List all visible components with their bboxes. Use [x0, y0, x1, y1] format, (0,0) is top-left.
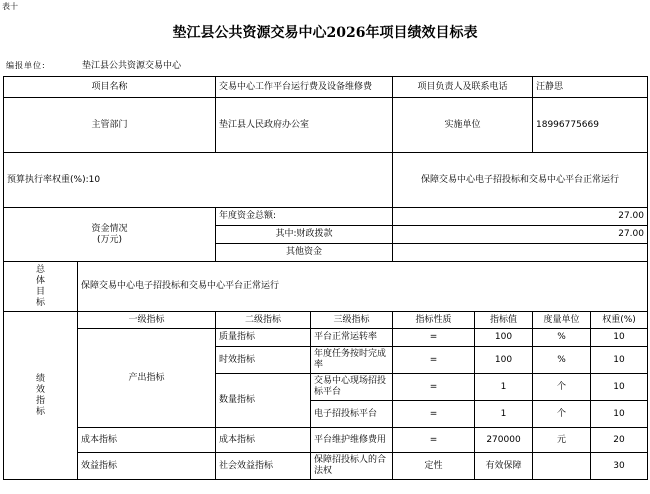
indicator-unit: % — [533, 329, 591, 347]
indicator-weight: 10 — [591, 329, 648, 347]
header-value: 指标值 — [475, 312, 533, 329]
cost-l2-label: 成本指标 — [216, 428, 311, 453]
dept-label: 主管部门 — [4, 98, 216, 153]
perf-label-char: 绩 — [35, 373, 45, 384]
overall-label-char: 总 — [35, 264, 45, 275]
overall-label-char: 标 — [35, 297, 45, 308]
indicator-nature: = — [393, 428, 475, 453]
indicator-value: 1 — [475, 401, 533, 428]
impl-unit-value: 18996775669 — [533, 98, 648, 153]
indicator-weight: 20 — [591, 428, 648, 453]
page-title: 垫江县公共资源交易中心2026年项目绩效目标表 — [172, 25, 478, 41]
indicator-nature: = — [393, 347, 475, 374]
indicator-name: 平台正常运转率 — [311, 329, 393, 347]
dept-value: 垫江县人民政府办公室 — [216, 98, 393, 153]
funds-other-value — [393, 244, 648, 262]
header-level2: 二级指标 — [216, 312, 311, 329]
funds-fiscal-value: 27.00 — [393, 226, 648, 244]
overall-label-char: 体 — [35, 275, 45, 286]
indicator-weight: 10 — [591, 401, 648, 428]
project-name-value: 交易中心工作平台运行费及设备维修费 — [216, 77, 393, 98]
indicator-nature: = — [393, 329, 475, 347]
budget-rate-cell — [4, 153, 393, 208]
funds-total-label: 年度资金总额: — [216, 208, 393, 226]
header-unit: 度量单位 — [533, 312, 591, 329]
quality-label: 质量指标 — [216, 329, 311, 347]
header-nature: 指标性质 — [393, 312, 475, 329]
indicator-value: 100 — [475, 347, 533, 374]
indicator-weight: 10 — [591, 374, 648, 401]
unit-label: 编报单位: — [6, 61, 46, 70]
perf-label-char: 指 — [35, 395, 45, 406]
indicator-unit: 个 — [533, 401, 591, 428]
indicator-unit — [533, 453, 591, 480]
funds-label-line1: 资金情况 — [91, 223, 128, 234]
indicator-nature: 定性 — [393, 453, 475, 480]
funds-other-label: 其他资金 — [216, 244, 393, 262]
funds-fiscal-label: 其中:财政拨款 — [216, 226, 393, 244]
indicator-name: 电子招投标平台 — [311, 401, 393, 428]
indicator-weight: 30 — [591, 453, 648, 480]
header-level1: 一级指标 — [78, 312, 216, 329]
benefit-l2-label: 社会效益指标 — [216, 453, 311, 480]
indicator-nature: = — [393, 374, 475, 401]
indicator-unit: 元 — [533, 428, 591, 453]
indicator-value: 100 — [475, 329, 533, 347]
performance-table — [3, 76, 648, 480]
funds-label-line2: (万元) — [96, 234, 123, 245]
indicator-name: 交易中心现场招投标平台 — [311, 374, 393, 401]
perf-label-char: 效 — [35, 384, 45, 395]
unit-value: 垫江县公共资源交易中心 — [82, 61, 182, 71]
output-label: 产出指标 — [78, 329, 216, 428]
overall-label-char: 目 — [35, 286, 45, 297]
header-weight: 权重(%) — [591, 312, 648, 329]
benefit-l1-label: 效益指标 — [78, 453, 216, 480]
indicator-name: 平台维护维修费用 — [311, 428, 393, 453]
sheet-tag: 表十 — [2, 2, 18, 11]
budget-rate-value: 10 — [88, 174, 101, 185]
budget-right-text: 保障交易中心电子招投标和交易中心平台正常运行 — [393, 153, 648, 208]
indicator-name: 保障招投标人的合法权 — [311, 453, 393, 480]
impl-unit-label: 实施单位 — [393, 98, 533, 153]
header-level3: 三级指标 — [311, 312, 393, 329]
perf-label-char: 标 — [35, 406, 45, 417]
project-contact-value: 汪静思 — [533, 77, 648, 98]
indicator-unit: 个 — [533, 374, 591, 401]
overall-text: 保障交易中心电子招投标和交易中心平台正常运行 — [78, 262, 648, 312]
quantity-label: 数量指标 — [216, 374, 311, 428]
project-contact-label: 项目负责人及联系电话 — [393, 77, 533, 98]
funds-label — [4, 208, 216, 262]
indicator-name: 年度任务按时完成率 — [311, 347, 393, 374]
cost-l1-label: 成本指标 — [78, 428, 216, 453]
indicator-value: 1 — [475, 374, 533, 401]
project-name-label: 项目名称 — [4, 77, 216, 98]
timely-label: 时效指标 — [216, 347, 311, 374]
indicator-value: 有效保障 — [475, 453, 533, 480]
overall-label — [4, 262, 78, 312]
indicator-value: 270000 — [475, 428, 533, 453]
indicator-nature: = — [393, 401, 475, 428]
budget-rate-label: 预算执行率权重(%): — [7, 174, 89, 185]
indicator-unit: % — [533, 347, 591, 374]
perf-label — [4, 312, 78, 480]
funds-total-value: 27.00 — [393, 208, 648, 226]
indicator-weight: 10 — [591, 347, 648, 374]
